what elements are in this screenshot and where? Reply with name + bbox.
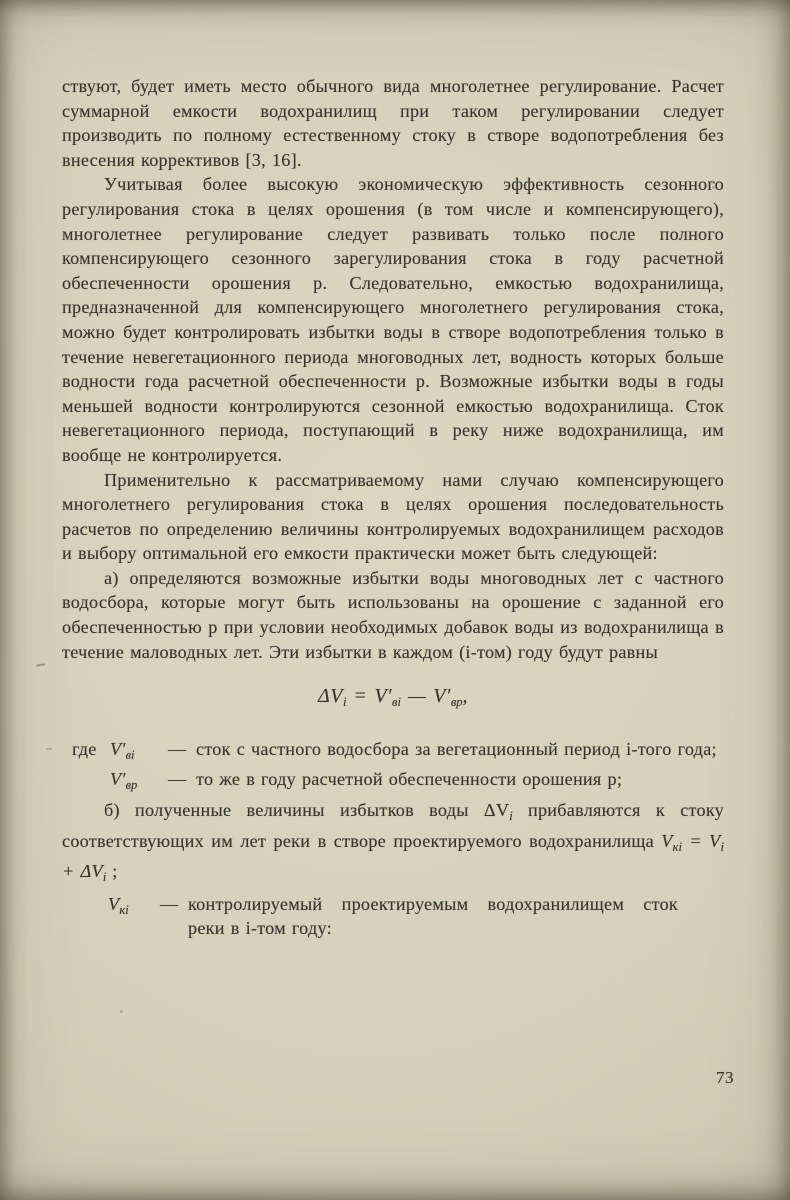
- paragraph-continuation: ствуют, будет иметь место обычного вида многолетнее регулирование. Расчет суммарной емкости водохранилищ при таком регулировании следует производить по полному естественному стоку в створе водопотребления без внесения коррективов [3, 16].: [62, 76, 724, 170]
- inline-formula-subscript: i: [102, 870, 107, 885]
- inline-formula-end: ;: [106, 861, 118, 882]
- paragraph-calculation-sequence: Применительно к рассматриваемому нами случаю компенсирующего многолетнего регулирования стока в целях орошения последовательность расчетов по определению величины контролируемых водохранилищем расходов и выбору оптимальной его емкости практически может быть следующей:: [62, 469, 724, 564]
- formula-term2: V′: [433, 685, 451, 708]
- definition-row-vbr: [62, 767, 724, 798]
- minus-sign: —: [407, 685, 427, 708]
- where-label: где: [72, 738, 97, 759]
- term-base: V: [108, 893, 120, 914]
- scan-speck: [120, 1010, 123, 1013]
- inline-formula-subscript: кi: [672, 839, 682, 854]
- definition-row-vki: [102, 892, 724, 941]
- definition-text: сток с частного водосбора за вегетационный период i-того года;: [196, 738, 717, 759]
- term-subscript: кi: [119, 902, 129, 917]
- definition-dash: —: [168, 738, 187, 759]
- term-base: V′: [110, 738, 126, 759]
- paragraph-item-a: а) определяются возможные избытки воды многоводных лет с частного водосбора, которые могут быть использованы на орошение с заданной его обеспеченностью р при условии необходимых добавок воды из водохранилища в течение маловодных лет. Эти избытки в каждом (i-том) году будут равны: [62, 567, 724, 662]
- scan-speck: [712, 186, 715, 189]
- formula-term1-subscript: вi: [392, 695, 401, 710]
- item-b-subscript: i: [509, 809, 513, 824]
- term-subscript: вi: [125, 747, 135, 762]
- paragraph-seasonal-regulation: Учитывая более высокую экономическую эффективность сезонного регулирования стока в целях орошения (в том числе и компенсирующего), многолетнее регулирование следует развивать только после полного компенсирующего сезонного зарегулирования стока в году расчетной обеспеченности орошения р. Следовательно, емкостью водохранилища, предназначенной для компенсирующего многолетнего регулирования стока, можно будет контролировать избытки воды в створе водопотребления только в течение невегетационного периода многоводных лет, водность которых больше водности года расчетной обеспеченности р. Возможные избытки воды в годы меньшей водности контролируются сезонной емкостью водохранилища. Сток невегетационного периода, поступающий в реку ниже водохранилища, им вообще не контролируется.: [62, 174, 724, 465]
- paragraph-item-b: [62, 798, 724, 890]
- item-b-text: б) полученные величины избытков воды ΔV: [104, 800, 510, 821]
- page-text-block: [62, 74, 724, 941]
- formula-delta-v: [62, 684, 724, 715]
- inline-formula-equals-v: = V: [681, 830, 721, 851]
- page-number: 73: [716, 1068, 734, 1087]
- formula-definitions: [62, 737, 724, 798]
- definition-text: контролируемый проектируемым водохранилищем сток реки в i-том году:: [188, 893, 678, 939]
- item-b-text: прибавляются к стоку соответствующих им лет реки в створе проектируемого водохранилища: [62, 800, 724, 851]
- inline-formula-vki: V: [661, 830, 673, 851]
- formula-lhs: ΔV: [317, 685, 343, 708]
- definition-dash: —: [168, 769, 187, 790]
- inline-formula-plus-dv: + ΔV: [62, 861, 103, 882]
- formula-comma: ,: [462, 685, 469, 708]
- formula-term1: V′: [374, 685, 393, 708]
- term-subscript: вр: [125, 778, 138, 793]
- inline-formula-subscript: i: [720, 839, 724, 854]
- term-base: V′: [110, 769, 126, 790]
- definition-term: [102, 892, 160, 923]
- definition-term: [110, 767, 168, 798]
- formula-lhs-subscript: i: [342, 695, 347, 710]
- definition-dash: —: [160, 893, 179, 914]
- definition-term: [110, 737, 168, 768]
- definition-row-vbi: [62, 737, 724, 768]
- scan-artifact-mark: [36, 663, 45, 666]
- scan-artifact-mark: [46, 748, 52, 750]
- equals-sign: =: [353, 685, 368, 708]
- definition-text: то же в году расчетной обеспеченности орошения р;: [196, 769, 623, 790]
- formula-term2-subscript: вр: [450, 695, 463, 710]
